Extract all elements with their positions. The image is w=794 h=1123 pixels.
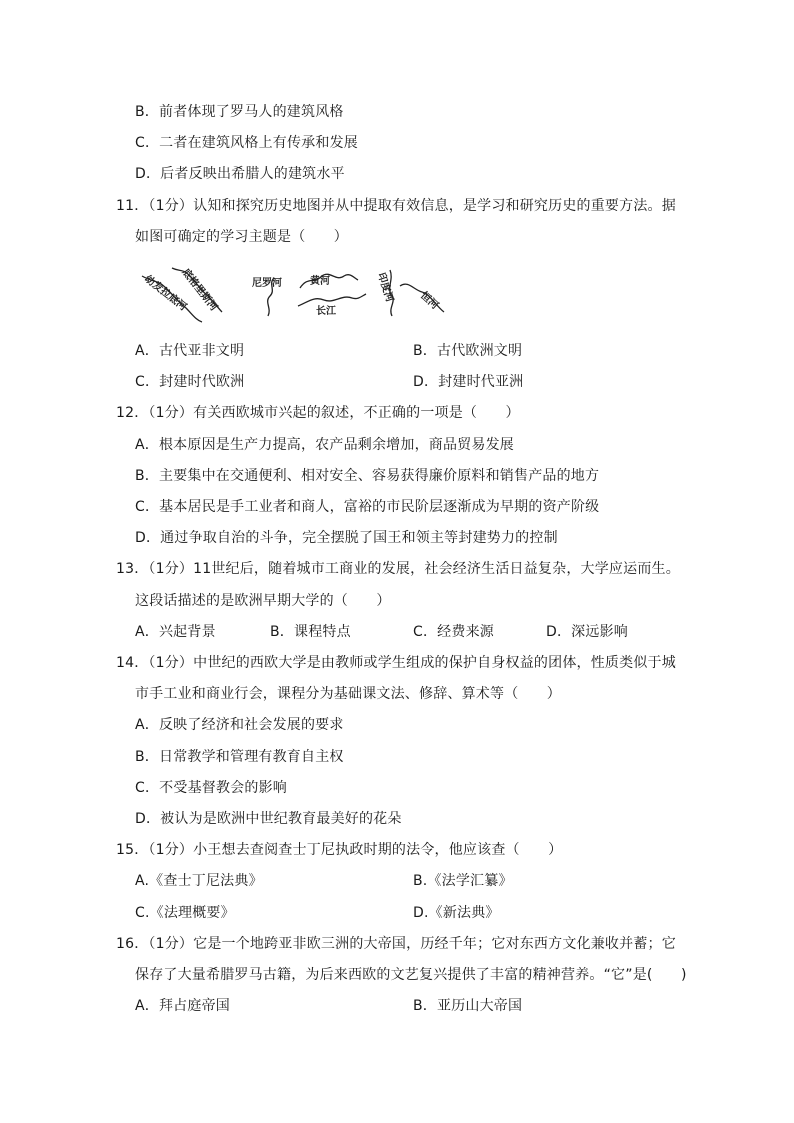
- q16-stem-line1: 16．（1分）它是一个地跨亚非欧三洲的大帝国，历经千年；它对东西方文化兼收并蓄；它: [116, 936, 676, 952]
- q12-stem: 12．（1分）有关西欧城市兴起的叙述，不正确的一项是（ ）: [116, 405, 520, 421]
- q14-option-b: B．日常教学和管理有教育自主权: [135, 749, 344, 765]
- q15-stem: 15．（1分）小王想去查阅查士丁尼执政时期的法令，他应该查（ ）: [116, 842, 563, 858]
- map-label-indus: 印度河: [375, 271, 395, 304]
- q14-stem-line1: 14．（1分）中世纪的西欧大学是由教师或学生组成的保护自身权益的团体，性质类似于城: [116, 655, 676, 671]
- q15-option-b: B.《法学汇纂》: [413, 873, 513, 889]
- map-label-nile: 尼罗河: [252, 278, 282, 289]
- q12-option-b: B．主要集中在交通便利、相对安全、容易获得廉价原料和销售产品的地方: [135, 468, 600, 484]
- q15-option-c: C.《法理概要》: [135, 905, 235, 921]
- q11-option-d: D．封建时代亚洲: [413, 374, 524, 390]
- q16-stem-line2: 保存了大量希腊罗马古籍，为后来西欧的文艺复兴提供了丰富的精神营养。“它”是( ): [135, 967, 687, 983]
- map-label-ganges: 恒河: [417, 290, 441, 312]
- q10-option-b: B．前者体现了罗马人的建筑风格: [135, 104, 344, 120]
- q13-option-c: C．经费来源: [413, 624, 494, 640]
- q12-option-d: D．通过争取自治的斗争，完全摆脱了国王和领主等封建势力的控制: [135, 530, 558, 546]
- q13-option-d: D．深远影响: [546, 624, 628, 640]
- q16-option-b: B．亚历山大帝国: [413, 998, 523, 1014]
- q14-option-d: D．被认为是欧洲中世纪教育最美好的花朵: [135, 811, 402, 827]
- map-label-yellow-river: 黄河: [310, 276, 330, 287]
- q12-option-a: A．根本原因是生产力提高，农产品剩余增加，商品贸易发展: [135, 437, 514, 453]
- map-label-tigris: 底格里斯河: [179, 267, 220, 314]
- map-label-euphrates: 幼发拉底河: [142, 273, 189, 314]
- river-map-figure: [138, 262, 448, 328]
- q12-option-c: C．基本居民是手工业者和商人，富裕的市民阶层逐渐成为早期的资产阶级: [135, 499, 600, 515]
- q13-stem-line2: 这段话描述的是欧洲早期大学的（ ）: [135, 593, 391, 609]
- q11-option-b: B．古代欧洲文明: [413, 343, 523, 359]
- q13-stem-line1: 13．（1分）11世纪后，随着城市工商业的发展，社会经济生活日益复杂，大学应运而生。: [116, 561, 680, 577]
- q14-stem-line2: 市手工业和商业行会，课程分为基础课文法、修辞、算术等（ ）: [135, 686, 561, 702]
- q14-option-a: A．反映了经济和社会发展的要求: [135, 717, 344, 733]
- q11-option-a: A．古代亚非文明: [135, 343, 245, 359]
- q11-stem-line2: 如图可确定的学习主题是（ ）: [135, 229, 348, 245]
- q11-option-c: C．封建时代欧洲: [135, 374, 245, 390]
- q15-option-a: A.《查士丁尼法典》: [135, 873, 263, 889]
- q10-option-d: D．后者反映出希腊人的建筑水平: [135, 166, 345, 182]
- q13-option-a: A．兴起背景: [135, 624, 216, 640]
- q13-option-b: B．课程特点: [270, 624, 351, 640]
- q10-option-c: C．二者在建筑风格上有传承和发展: [135, 135, 358, 151]
- q14-option-c: C．不受基督教会的影响: [135, 780, 287, 796]
- q16-option-a: A．拜占庭帝国: [135, 998, 230, 1014]
- q15-option-d: D.《新法典》: [413, 905, 500, 921]
- map-label-yangtze: 长江: [316, 306, 336, 317]
- q11-stem-line1: 11．（1分）认知和探究历史地图并从中提取有效信息，是学习和研究历史的重要方法。据: [116, 198, 676, 214]
